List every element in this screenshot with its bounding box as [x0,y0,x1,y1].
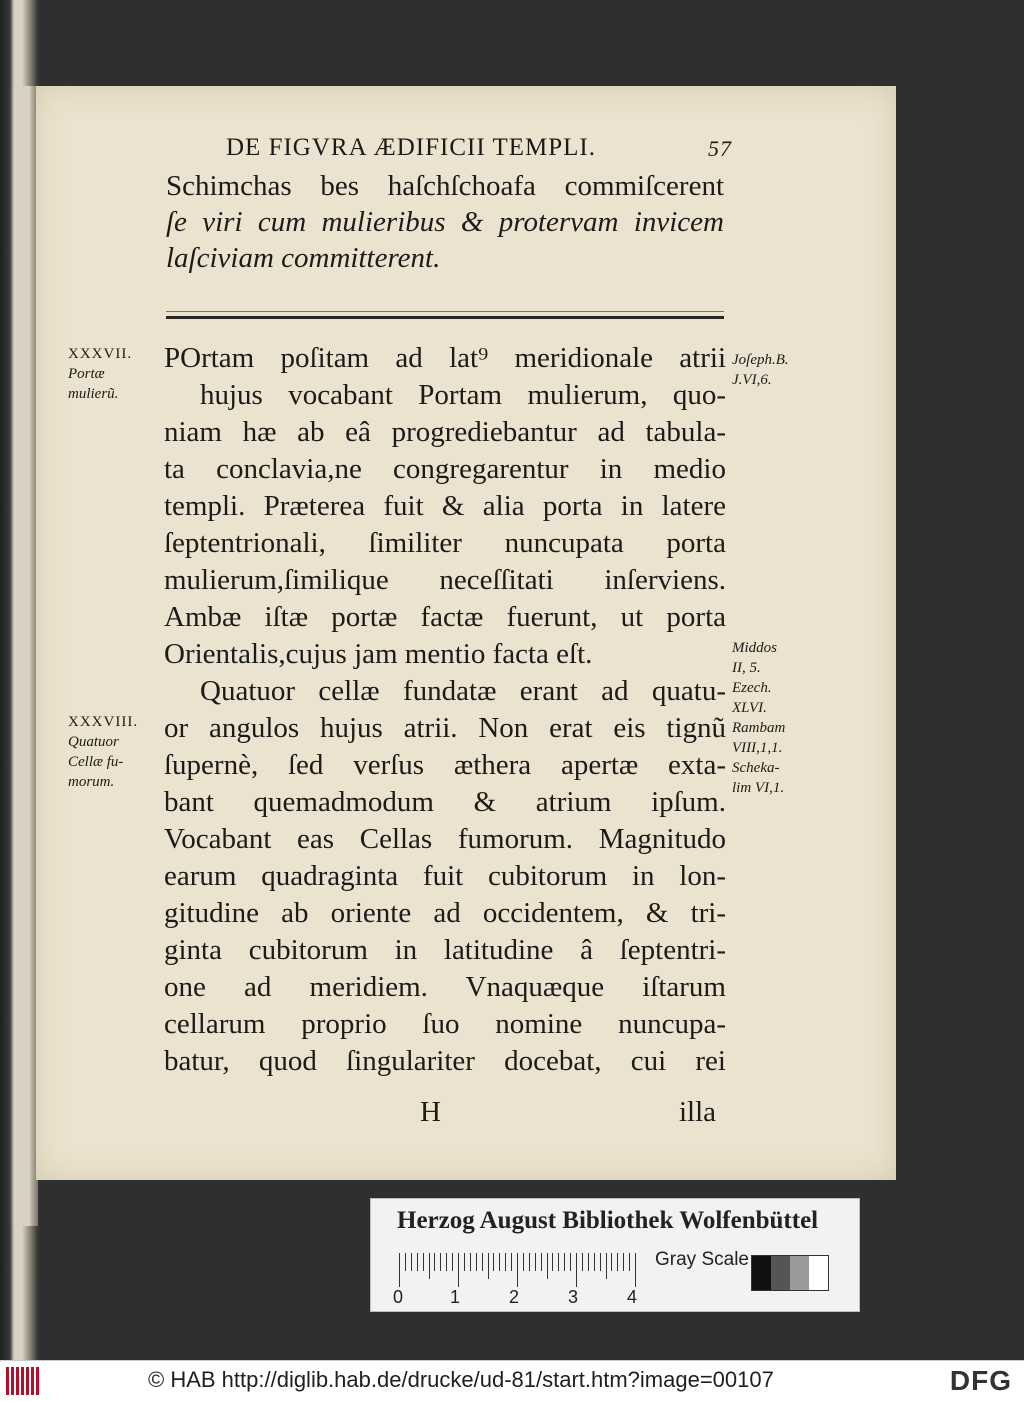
ruler-numbers [393,1287,653,1309]
gray-scale-swatch [751,1255,829,1291]
text-line: batur, quod ſingulariter docebat, cui rei [164,1045,726,1077]
margin-line: XXXVIII. [68,714,139,730]
text-line: Vocabant eas Cellas fumorum. Magnitudo [164,823,726,855]
ruler-tick [417,1253,418,1271]
ruler-tick [564,1253,565,1271]
intro-paragraph [166,168,724,276]
ruler-tick [529,1253,530,1271]
hab-barcode-logo-icon [6,1367,40,1395]
running-head-title: DE FIGVRA ÆDIFICII TEMPLI. [226,134,596,161]
text-line: templi. Præterea fuit & alia porta in latere [164,490,726,522]
margin-line: XLVI. [732,700,767,716]
ruler-tick [635,1253,636,1287]
ruler-tick [541,1253,542,1271]
ruler-tick [411,1253,412,1271]
ruler-tick [629,1253,630,1271]
margin-line: Cellæ fu- [68,754,124,770]
ruler-tick [511,1253,512,1271]
ruler-tick [570,1253,571,1271]
swatch-white [809,1256,828,1290]
margin-line: J.VI,6. [732,372,772,388]
text-line: laſciviam committerent. [166,242,441,274]
page-number: 57 [708,136,732,161]
text-line: ſupernè, ſed verſus æthera apertæ exta- [164,749,726,781]
ruler-tick [423,1253,424,1271]
text-line: Orientalis,cujus jam mentio facta eſt. [164,638,593,670]
catchword: illa [678,1096,716,1128]
margin-line: Quatuor [68,734,119,750]
ruler-tick [399,1253,400,1287]
margin-line: Middos [732,640,777,656]
margin-line: mulierũ. [68,386,119,402]
text-line: ginta cubitorum in latitudine â ſeptentri- [164,934,726,966]
running-head [226,134,732,170]
text-line: or angulos hujus atrii. Non erat eis tignũ [164,712,726,744]
swatch-black [752,1256,771,1290]
text-line: earum quadraginta fuit cubitorum in lon- [164,860,726,892]
ruler-tick [576,1253,577,1287]
swatch-gray [790,1256,809,1290]
ruler-tick [405,1253,406,1271]
swatch-dark-gray [771,1256,790,1290]
ruler-tick [470,1253,471,1271]
text-line: POrtam poſitam ad lat⁹ meridionale atrii [164,342,726,374]
ruler-tick [606,1253,607,1279]
margin-line: lim VI,1. [732,780,785,796]
ruler-tick [452,1253,453,1271]
footer-bar [0,1360,1024,1401]
ruler-number: 0 [393,1287,404,1307]
text-line: ſeptentrionali, ſimiliter nuncupata porta [164,527,726,559]
ruler-tick [547,1253,548,1279]
margin-note-left [68,712,148,792]
ruler-number: 3 [568,1287,579,1307]
ruler-number: 1 [450,1287,461,1307]
ruler-tick [505,1253,506,1271]
divider-thin [166,311,724,312]
text-line: mulierum,ſimilique neceſſitati inſerviens. [164,564,726,596]
text-line: Ambæ iſtæ portæ factæ fuerunt, ut porta [164,601,726,633]
text-line: Schimchas bes haſchſchoafa commiſcerent [166,170,724,202]
margin-line: morum. [68,774,115,790]
ruler-tick [493,1253,494,1271]
ruler-tick [552,1253,553,1271]
ruler-tick [446,1253,447,1271]
text-line: Quatuor cellæ fundatæ erant ad quatu- [200,675,726,707]
ruler-tick [623,1253,624,1271]
ruler-tick [558,1253,559,1271]
margin-line: Ezech. [732,680,772,696]
text-line: niam hæ ab eâ progrediebantur ad tabula- [164,416,726,448]
copyright-link[interactable]: © HAB http://diglib.hab.de/drucke/ud-81/start.htm?image=00107 [148,1367,774,1392]
ruler-tick [434,1253,435,1271]
text-line: ta conclavia,ne congregarentur in medio [164,453,726,485]
divider-rule [166,316,724,319]
margin-line: Rambam [732,720,786,736]
library-name: Herzog August Bibliothek Wolfenbüttel [397,1207,819,1234]
page-footer [164,1096,726,1132]
book-page [36,86,896,1180]
margin-line: XXXVII. [68,346,133,362]
margin-line: Joſeph.B. [732,352,789,368]
ruler-tick [488,1253,489,1279]
text-line: bant quemadmodum & atrium ipſum. [164,786,726,818]
margin-note-right [732,350,822,390]
main-text [164,340,726,1080]
ruler-tick [611,1253,612,1271]
margin-line: Portæ [68,366,105,382]
margin-note-right [732,638,822,798]
ruler-tick [582,1253,583,1271]
library-color-card [370,1198,860,1312]
gray-scale-label: Gray Scale [655,1249,749,1270]
text-line: cellarum proprio ſuo nomine nuncupa- [164,1008,726,1040]
ruler-number: 2 [509,1287,520,1307]
ruler-tick [523,1253,524,1271]
text-line: gitudine ab oriente ad occidentem, & tri- [164,897,726,929]
measurement-ruler [399,1253,639,1287]
dfg-logo: DFG [949,1365,1012,1396]
ruler-tick [458,1253,459,1287]
text-line: ſe viri cum mulieribus & protervam invicem [166,206,724,238]
ruler-tick [429,1253,430,1279]
ruler-tick [476,1253,477,1271]
margin-line: II, 5. [732,660,761,676]
signature-mark: H [420,1096,441,1128]
text-line: hujus vocabant Portam mulierum, quo- [200,379,726,411]
ruler-tick [517,1253,518,1287]
ruler-tick [464,1253,465,1271]
ruler-tick [535,1253,536,1271]
ruler-tick [617,1253,618,1271]
ruler-tick [440,1253,441,1271]
ruler-tick [499,1253,500,1271]
ruler-tick [588,1253,589,1271]
margin-line: Scheka- [732,760,780,776]
ruler-tick [600,1253,601,1271]
text-line: one ad meridiem. Vnaquæque iſtarum [164,971,726,1003]
margin-note-left [68,344,148,404]
margin-line: VIII,1,1. [732,740,783,756]
ruler-number: 4 [627,1287,638,1307]
ruler-tick [482,1253,483,1271]
ruler-tick [594,1253,595,1271]
